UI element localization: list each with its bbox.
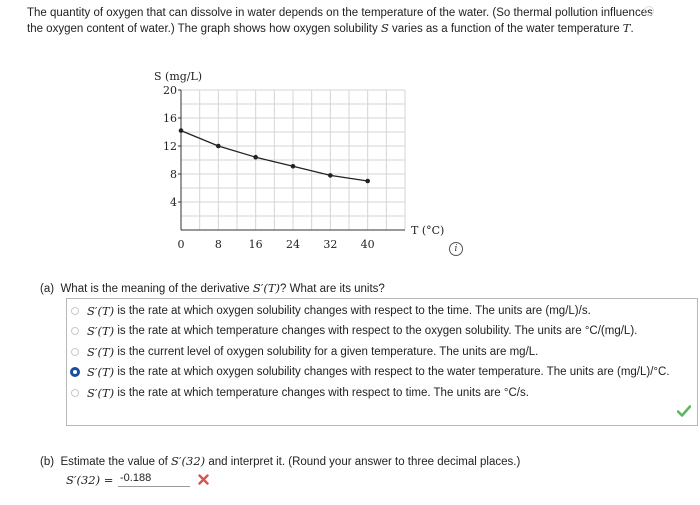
x-tick-label: 32 (323, 238, 338, 251)
correct-check-icon (677, 405, 691, 417)
x-axis-label: T (°C) (411, 224, 445, 237)
part-b-equation-label (66, 473, 113, 487)
chart-grid (181, 90, 405, 230)
data-point (253, 155, 258, 160)
part-a-question-start: What is the meaning of the derivative (60, 283, 253, 295)
x-tick-label: 16 (248, 238, 263, 251)
option-fn: S′(T) (87, 304, 115, 318)
option-fn: S′(T) (87, 365, 115, 379)
part-b-label: (b) (40, 456, 55, 468)
option-text: is the rate at which temperature changes with respect to the oxygen solubility. The units are °C/(mg/L). (114, 325, 638, 337)
option-1[interactable] (71, 302, 591, 320)
option-fn: S′(T) (87, 345, 115, 359)
part-b-question-start: Estimate the value of (60, 456, 172, 468)
option-5[interactable] (71, 384, 529, 402)
part-b-question (40, 454, 520, 468)
intro-text-1: The quantity of oxygen that can dissolve in water depends on the temperature of the water. (So thermal pollution influences the oxygen content of water.) The graph shows how oxygen solubility (27, 7, 653, 35)
part-a-question (40, 281, 385, 295)
corner-indicator (644, 6, 654, 16)
x-tick-label: 0 (177, 238, 185, 251)
data-point (328, 173, 333, 178)
part-b-question-fn: S′(32) (171, 454, 206, 468)
part-b-question-end: and interpret it. (Round your answer to three decimal places.) (205, 456, 521, 468)
y-tick-label: 4 (170, 196, 177, 209)
x-tick-label: 8 (214, 238, 222, 251)
option-4[interactable] (71, 363, 670, 381)
intro-var-s: S (380, 21, 389, 35)
solubility-graph (140, 68, 480, 268)
part-a-answer-box (66, 298, 698, 426)
part-a-label: (a) (40, 283, 55, 295)
option-text: is the rate at which temperature changes with respect to time. The units are °C/s. (114, 387, 529, 399)
x-tick-label: 24 (286, 238, 300, 251)
radio-button[interactable] (70, 367, 80, 377)
radio-button[interactable] (71, 348, 79, 356)
y-tick-label: 20 (163, 84, 177, 97)
intro-text-end: . (630, 23, 634, 35)
x-tick-label: 40 (360, 238, 375, 251)
part-a-question-end: ? What are its units? (280, 283, 385, 295)
radio-button[interactable] (71, 389, 79, 397)
solubility-chart (140, 68, 480, 268)
radio-button[interactable] (71, 327, 79, 335)
data-point (179, 128, 184, 133)
intro-text-2: varies as a function of the water temperature (388, 23, 623, 35)
problem-intro (27, 6, 667, 37)
option-2[interactable] (71, 322, 637, 340)
chart-ticks (163, 84, 375, 251)
data-point (365, 179, 370, 184)
data-point (291, 164, 296, 169)
option-fn: S′(T) (87, 386, 115, 400)
info-icon[interactable]: i (449, 242, 463, 256)
part-b-answer-input[interactable] (118, 470, 190, 487)
y-tick-label: 12 (163, 140, 177, 153)
y-tick-label: 8 (170, 168, 177, 181)
incorrect-x-icon (198, 474, 209, 485)
intro-var-t: T (622, 21, 631, 35)
option-text: is the rate at which oxygen solubility changes with respect to the water temperature. The units are (mg/L)/°C. (114, 366, 670, 378)
option-3[interactable] (71, 343, 538, 361)
data-point (216, 144, 221, 149)
chart-axes (154, 70, 444, 237)
part-a-question-fn: S′(T) (252, 281, 280, 295)
part-b-eq-text: S′(32) = (66, 473, 114, 487)
option-text: is the rate at which oxygen solubility changes with respect to the time. The units are (mg/L)/s. (114, 305, 591, 317)
option-text: is the current level of oxygen solubility for a given temperature. The units are mg/L. (114, 346, 539, 358)
radio-button[interactable] (71, 307, 79, 315)
y-axis-label: S (mg/L) (154, 70, 203, 83)
option-fn: S′(T) (87, 324, 115, 338)
y-tick-label: 16 (163, 112, 177, 125)
